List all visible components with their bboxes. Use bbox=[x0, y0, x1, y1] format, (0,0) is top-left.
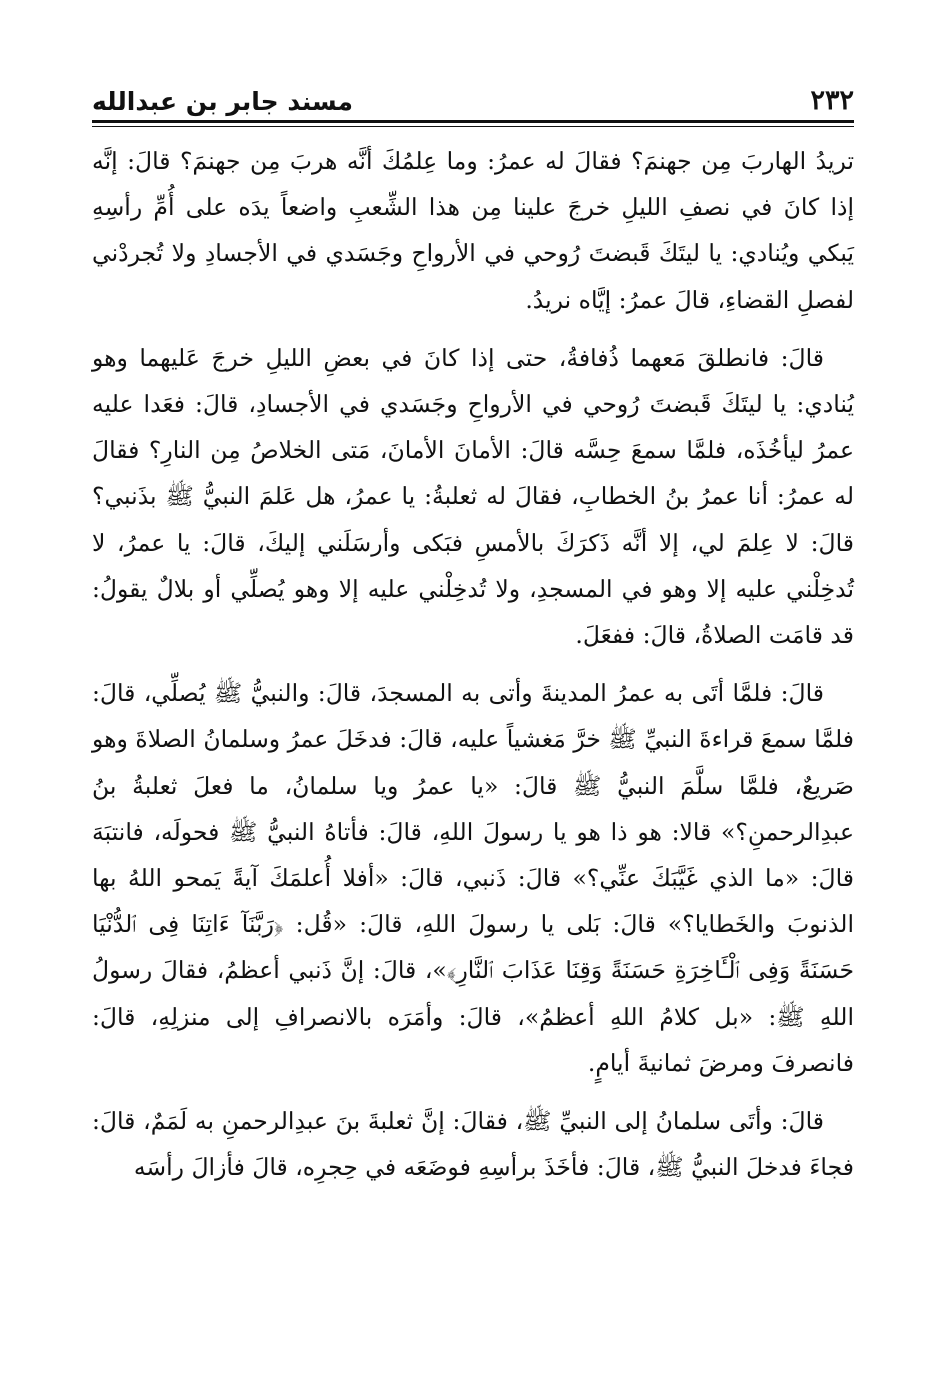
paragraph-4: قالَ: وأتَى سلمانُ إلى النبيِّ ﷺ، فقالَ: إنَّ ثعلبةَ بنَ عبدِالرحمنِ به لَمَمٌ، قالَ: فجاءَ فدخلَ النبيُّ ﷺ، قالَ: فأخَذَ برأسِهِ فوضَعَه في حِجرِه، قالَ فأزالَ رأسَه bbox=[92, 1107, 854, 1182]
paragraph-3: قالَ: فلمَّا أتَى به عمرُ المدينةَ وأتى به المسجدَ، قالَ: والنبيُّ ﷺ يُصلِّي، قالَ: فلمَّا سمعَ قراءةَ النبيِّ ﷺ خرَّ مَغشياً عليه، قالَ: فدخَلَ عمرُ وسلمانُ الصلاةَ وهو صَريعٌ، فلمَّا سلَّمَ النبيُّ ﷺ قالَ: «يا عمرُ ويا سلمانُ، ما فعلَ ثعلبةُ بنُ عبدِالرحمنِ؟» قالا: هو ذا هو يا رسولَ اللهِ، قالَ: فأتاهُ النبيُّ ﷺ فحولَه، فانتبَهَ قالَ: «ما الذي غَيَّبَكَ عنِّي؟» قالَ: ذَنبي، قالَ: «أفلا أُعلمَكَ آيةً يَمحو اللهُ بها الذنوبَ والخَطايا؟» قالَ: بَلى يا رسولَ اللهِ، قالَ: «قُل: ﴿رَبَّنَآ ءَاتِنَا فِى ٱلدُّنْيَا حَسَنَةً وَفِى ٱلْـَٔاخِرَةِ حَسَنَةً وَقِنَا عَذَابَ ٱلنَّارِ﴾»، قالَ: إنَّ ذَنبي أعظمُ، فقالَ رسولُ اللهِ ﷺ: «بل كلامُ اللهِ أعظمُ»، قالَ: وأمَرَه بالانصرافِ إلى منزلِهِ، قالَ: فانصرفَ ومرضَ ثمانيةَ أيامٍ. bbox=[92, 679, 854, 1077]
running-title: مسند جابر بن عبدالله bbox=[92, 87, 353, 116]
header-rule-thin bbox=[92, 126, 854, 127]
page-header bbox=[92, 78, 854, 122]
body-text bbox=[92, 138, 854, 1202]
page-number: ٢٣٢ bbox=[810, 85, 854, 116]
paragraph-1: تريدُ الهاربَ مِن جهنمَ؟ فقالَ له عمرُ: وما عِلمُكَ أنَّه هربَ مِن جهنمَ؟ قالَ: إنَّه إذا كانَ في نصفِ الليلِ خرجَ علينا مِن هذا الشِّعبِ واضعاً يدَه على أُمِّ رأسِهِ يَبكي ويُنادي: يا ليتَكَ قَبضتَ رُوحي في الأرواحِ وجَسَدي في الأجسادِ ولا تُجردْني لفصلِ القضاءِ، قالَ عمرُ: إيَّاه نريدُ. bbox=[92, 147, 854, 314]
header-rule-thick bbox=[92, 120, 854, 123]
paragraph-2: قالَ: فانطلقَ مَعهما ذُفافةُ، حتى إذا كانَ في بعضِ الليلِ خرجَ عَليهما وهو يُنادي: يا ليتَكَ قَبضتَ رُوحي في الأرواحِ وجَسَدي في الأجسادِ، قالَ: فعَدا عليه عمرُ ليأخُذَه، فلمَّا سمعَ حِسَّه قالَ: الأمانَ الأمانَ، مَتى الخلاصُ مِن النارِ؟ فقالَ له عمرُ: أنا عمرُ بنُ الخطابِ، فقالَ له ثعلبةُ: يا عمرُ، هل عَلمَ النبيُّ ﷺ بذَنبي؟ قالَ: لا عِلمَ لي، إلا أنَّه ذَكرَكَ بالأمسِ فبَكى وأرسَلَني إليكَ، قالَ: يا عمرُ، لا تُدخِلْني عليه إلا وهو في المسجدِ، ولا تُدخِلْني عليه إلا وهو يُصلِّي أو بلالٌ يقولُ: قد قامَت الصلاةُ، قالَ: ففعَلَ. bbox=[92, 343, 854, 650]
